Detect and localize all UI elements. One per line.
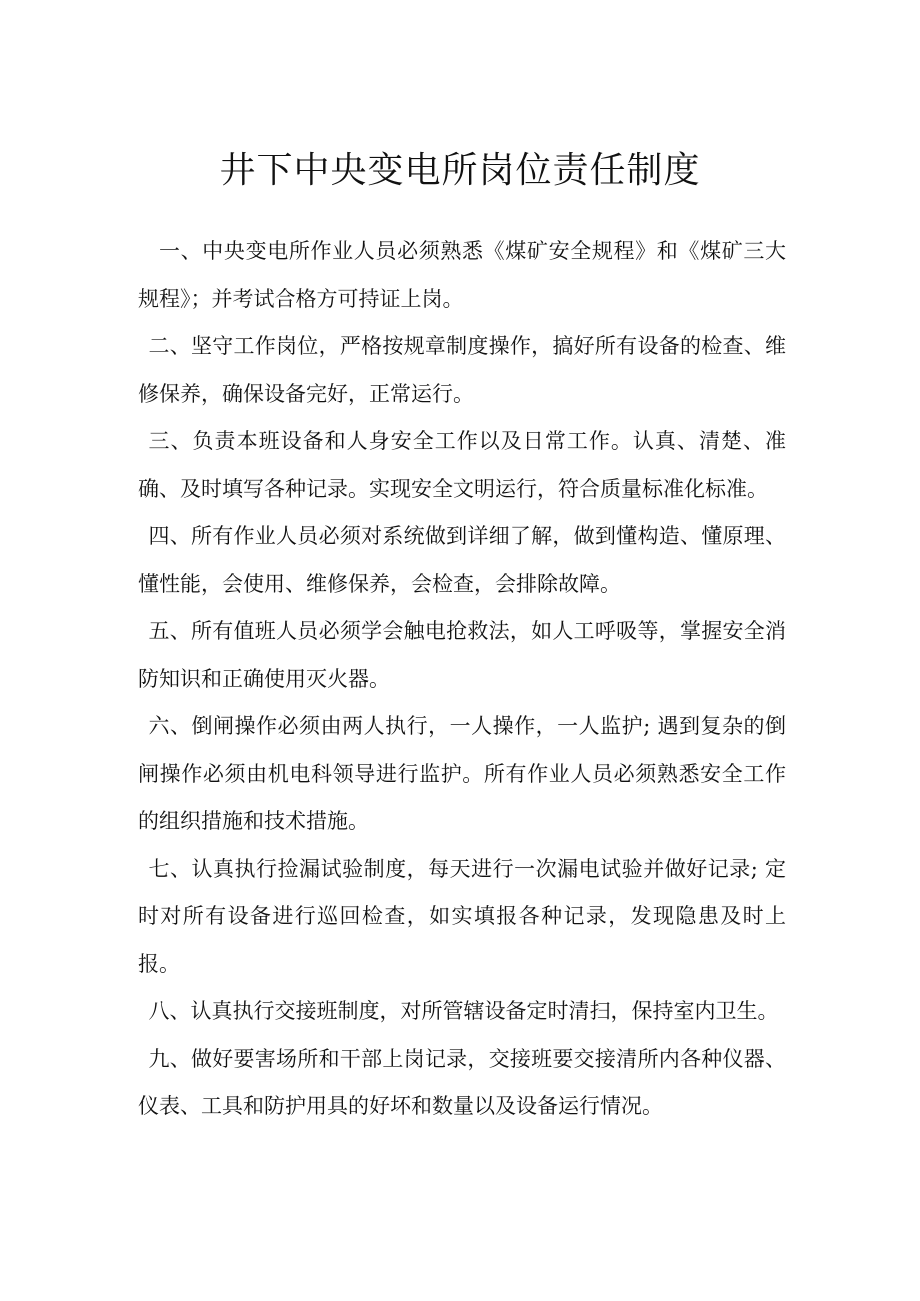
document-title: 井下中央变电所岗位责任制度 xyxy=(219,150,701,191)
paragraph-2: 二、坚守工作岗位，严格按规章制度操作，搞好所有设备的检查、维修保养，确保设备完好，正常运行。 xyxy=(138,334,786,406)
paragraph-5: 五、所有值班人员必须学会触电抢救法，如人工呼吸等，掌握安全消防知识和正确使用灭火器。 xyxy=(138,619,786,691)
paragraph-9: 九、做好要害场所和干部上岗记录，交接班要交接清所内各种仪器、仪表、工具和防护用具的好坏和数量以及设备运行情况。 xyxy=(138,1046,786,1118)
paragraph-7: 七、认真执行捡漏试验制度，每天进行一次漏电试验并做好记录; 定时对所有设备进行巡回检查，如实填报各种记录，发现隐患及时上报。 xyxy=(138,856,786,976)
paragraph-3: 三、负责本班设备和人身安全工作以及日常工作。认真、清楚、准确、及时填写各种记录。实现安全文明运行，符合质量标准化标准。 xyxy=(138,429,786,501)
paragraph-8: 八、认真执行交接班制度，对所管辖设备定时清扫，保持室内卫生。 xyxy=(148,999,779,1023)
document-body xyxy=(138,228,786,1131)
paragraph-4: 四、所有作业人员必须对系统做到详细了解，做到懂构造、懂原理、懂性能，会使用、维修保养，会检查，会排除故障。 xyxy=(138,524,786,596)
paragraph-6: 六、倒闸操作必须由两人执行，一人操作，一人监护; 遇到复杂的倒闸操作必须由机电科领导进行监护。所有作业人员必须熟悉安全工作的组织措施和技术措施。 xyxy=(138,714,786,833)
paragraph-1: 一、中央变电所作业人员必须熟悉《煤矿安全规程》和《煤矿三大规程》；并考试合格方可持证上岗。 xyxy=(138,239,786,311)
